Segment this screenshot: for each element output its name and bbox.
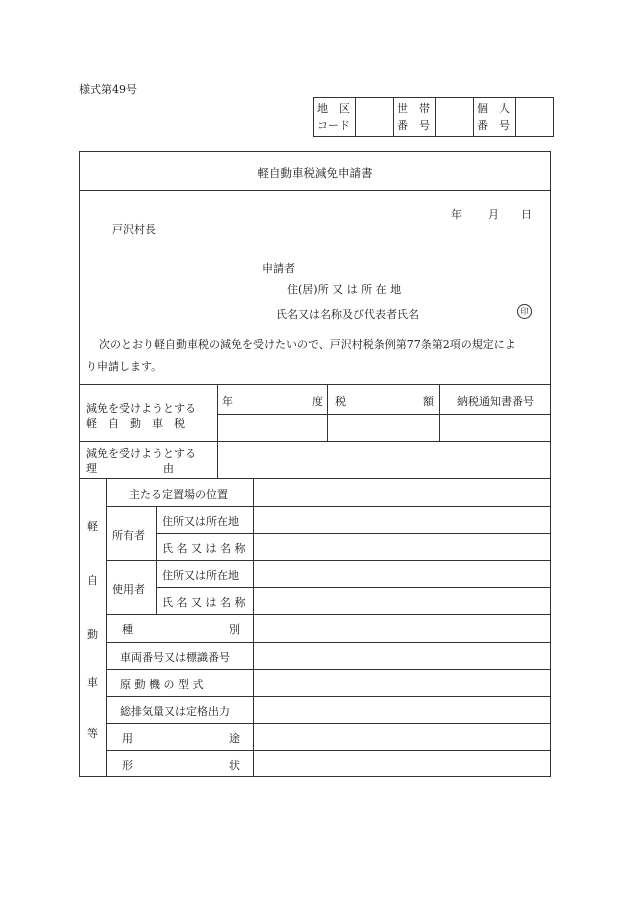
location-label: 主たる定置場の位置 (129, 488, 228, 501)
side-label-1: 軽 (87, 520, 98, 533)
usage-label: 用 途 (122, 732, 240, 745)
applicant-heading: 申請者 (262, 262, 295, 275)
shape-label: 形 状 (122, 759, 240, 772)
location-field[interactable] (254, 479, 550, 505)
reason-label-line1: 減免を受けようとする (86, 447, 196, 460)
side-label-4: 車 (87, 676, 98, 689)
displacement-label: 総排気量又は定格出力 (120, 705, 230, 718)
side-label-2: 自 (87, 574, 98, 587)
reason-field[interactable] (218, 442, 550, 477)
type-label: 種 別 (122, 623, 240, 636)
date-day: 日 (521, 208, 532, 221)
body-text-line1: 次のとおり軽自動車税の減免を受けたいので、戸沢村税条例第77条第2項の規定によ (99, 338, 516, 351)
code-table (313, 97, 554, 137)
tax-amount-field[interactable] (328, 415, 438, 440)
col-year-a: 年 (222, 395, 233, 408)
applicant-name-label: 氏名又は名称及び代表者氏名 (276, 308, 419, 321)
user-address-label: 住所又は所在地 (162, 569, 239, 582)
personal-number-label: 個 人 番 号 (474, 98, 516, 137)
form-number: 様式第49号 (79, 83, 137, 96)
col-year-b: 度 (312, 395, 323, 408)
household-number-label: 世 帯 番 号 (394, 98, 436, 137)
plate-label: 車両番号又は標識番号 (120, 651, 230, 664)
col-tax-a: 税 (335, 395, 346, 408)
form-title: 軽自動車税減免申請書 (257, 166, 373, 180)
side-label-5: 等 (87, 727, 98, 740)
col-tax-b: 額 (423, 395, 434, 408)
date-year: 年 (451, 208, 462, 221)
owner-label: 所有者 (112, 529, 145, 542)
tax-year-field[interactable] (218, 415, 326, 440)
owner-name-label: 氏 名 又 は 名 称 (162, 542, 246, 555)
user-label: 使用者 (112, 583, 145, 596)
notice-number-field[interactable] (440, 415, 550, 440)
applicant-address-label: 住(居)所 又 は 所 在 地 (287, 283, 402, 296)
household-number-field[interactable] (436, 98, 474, 137)
district-code-field[interactable] (356, 98, 394, 137)
date-month: 月 (488, 208, 499, 221)
side-label-3: 動 (87, 628, 98, 641)
application-form (79, 151, 551, 777)
reason-label-line2: 理 由 (86, 462, 174, 475)
district-code-label: 地 区 コード (314, 98, 356, 137)
owner-address-label: 住所又は所在地 (162, 515, 239, 528)
tax-label-line2: 軽 自 動 車 税 (86, 417, 185, 430)
addressee: 戸沢村長 (112, 223, 156, 236)
tax-label-line1: 減免を受けようとする (86, 402, 196, 415)
body-text-line2: り申請します。 (86, 360, 163, 373)
engine-label: 原 動 機 の 型 式 (120, 678, 204, 691)
user-name-label: 氏 名 又 は 名 称 (162, 596, 246, 609)
personal-number-field[interactable] (516, 98, 554, 137)
col-notice-number: 納税通知書番号 (457, 395, 534, 408)
seal-mark: 印 (517, 304, 532, 319)
